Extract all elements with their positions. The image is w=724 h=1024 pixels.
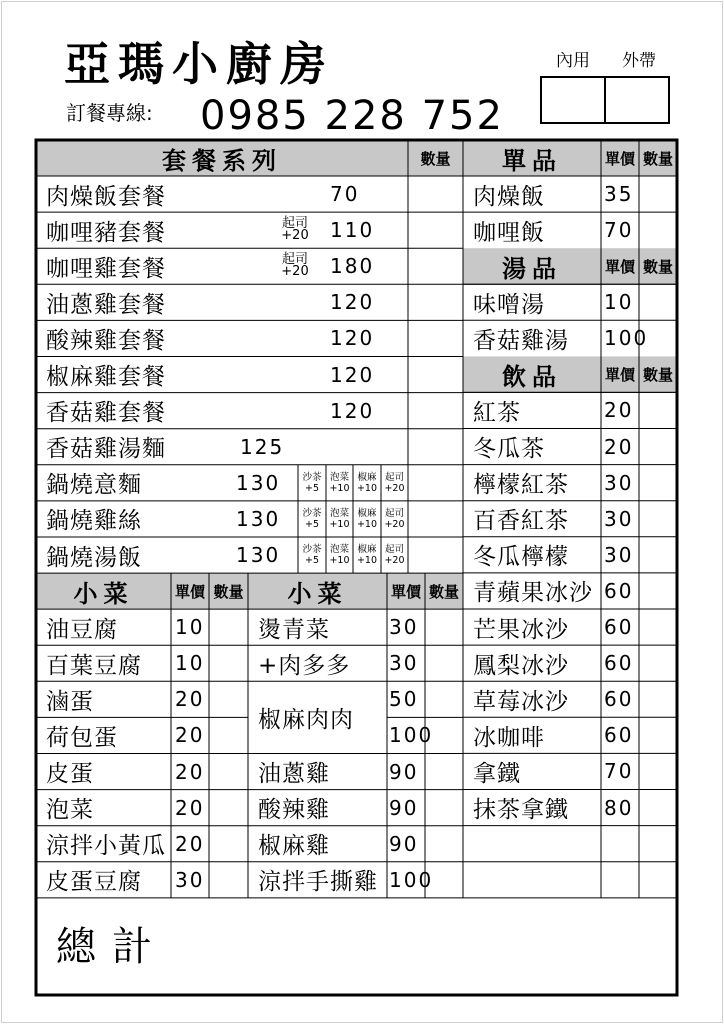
option-price: +20 [384, 482, 405, 494]
side-dish-price: 50 [389, 687, 419, 712]
takeout-label: 外帶 [622, 51, 656, 71]
set-meal-price: 120 [330, 290, 375, 315]
drink-price: 80 [604, 795, 634, 820]
set-meal-qty-cell[interactable] [408, 284, 463, 320]
addon-label: 起司 [281, 216, 308, 232]
noodle-option [326, 501, 353, 537]
drink-qty-cell[interactable] [639, 465, 677, 501]
set-meal-name: 鍋燒雞絲 [46, 508, 142, 535]
option-label: 起司 [384, 507, 404, 519]
total-label: 總計 [56, 923, 168, 970]
option-label: 椒麻 [357, 471, 377, 483]
side-dish-qty-cell[interactable] [209, 717, 248, 753]
option-label: 泡菜 [329, 471, 349, 483]
addon-price: +20 [281, 228, 309, 244]
side-dish-price: 20 [175, 687, 205, 712]
set-meal-price: 130 [236, 543, 281, 568]
single-item-name: 咖哩飯 [473, 219, 545, 246]
side-dish-qty-cell[interactable] [209, 681, 248, 717]
option-price: +20 [384, 555, 405, 567]
option-label: 泡菜 [329, 507, 349, 519]
side-dish-name: 油豆腐 [46, 616, 118, 643]
soup-name: 味噌湯 [473, 291, 545, 318]
single-item-qty-cell[interactable] [639, 176, 677, 212]
set-meal-name: 香菇雞套餐 [46, 400, 166, 427]
drink-name: 鳳梨冰沙 [473, 652, 569, 679]
drink-name: 冬瓜檸檬 [473, 544, 569, 571]
side-dish-name: 涼拌小黃瓜 [46, 833, 166, 860]
side-dish-qty-cell[interactable] [209, 754, 248, 790]
set-meal-qty-cell[interactable] [408, 429, 463, 465]
soup-qty-header: 數量 [642, 257, 673, 276]
side-dish-name: 百葉豆腐 [46, 652, 142, 679]
option-label: 沙茶 [302, 507, 322, 519]
set-meal-name: 油蔥雞套餐 [46, 291, 166, 318]
phone-label: 訂餐專線: [66, 101, 153, 125]
drink-price: 60 [604, 651, 634, 676]
drink-name: 草莓冰沙 [473, 688, 569, 715]
side-dish-price: 30 [389, 651, 419, 676]
side-dish-name: 皮蛋 [46, 761, 94, 788]
option-label: 椒麻 [357, 507, 377, 519]
drink-name: 芒果冰沙 [473, 616, 569, 643]
option-price: +10 [329, 482, 350, 494]
restaurant-title: 亞瑪小廚房 [64, 37, 334, 91]
single-item-price: 35 [604, 182, 634, 207]
side-dish-name: 涼拌手撕雞 [258, 869, 378, 896]
drink-price: 60 [604, 723, 634, 748]
set-meal-price: 120 [330, 326, 375, 351]
cheese-addon-note [270, 212, 320, 248]
set-meal-qty-cell[interactable] [408, 393, 463, 429]
soup-header: 湯品 [502, 254, 562, 283]
side-dish-qty-cell[interactable] [425, 609, 463, 645]
set-meal-price: 120 [330, 362, 375, 387]
soup-price: 10 [604, 290, 634, 315]
set-meal-qty-cell[interactable] [408, 357, 463, 393]
drink-price: 20 [604, 434, 634, 459]
drink-qty-header: 數量 [642, 365, 673, 384]
noodle-option [326, 465, 353, 501]
set-meal-qty-cell[interactable] [408, 320, 463, 356]
side-dish-price: 20 [175, 831, 205, 856]
set-meal-name: 咖哩豬套餐 [46, 219, 166, 246]
sides-right-header: 小菜 [287, 579, 348, 608]
drink-header: 飲品 [502, 362, 562, 391]
side-dish-price: 20 [175, 759, 205, 784]
drink-price: 70 [604, 759, 634, 784]
side-dish-price: 100 [389, 867, 434, 892]
side-dish-qty-cell[interactable] [209, 790, 248, 826]
side-dish-price: 90 [389, 831, 419, 856]
option-price: +5 [304, 555, 319, 567]
side-dish-price: 90 [389, 759, 419, 784]
set-meal-name: 鍋燒意麵 [46, 472, 142, 499]
option-label: 沙茶 [302, 544, 322, 556]
drink-price: 60 [604, 615, 634, 640]
option-label: 椒麻 [357, 544, 377, 556]
sides-left-header: 小菜 [73, 579, 134, 608]
set-meal-price: 125 [240, 434, 285, 459]
drink-qty-cell[interactable] [639, 501, 677, 537]
set-meals-header: 套餐系列 [162, 146, 282, 175]
side-dish-name: 泡菜 [46, 797, 94, 824]
noodle-option [298, 537, 326, 573]
set-meal-price: 110 [330, 218, 375, 243]
set-meal-name: 香菇雞湯麵 [46, 436, 166, 463]
side-dish-price-large: 100 [389, 723, 434, 748]
noodle-option [353, 501, 381, 537]
option-label: 起司 [384, 471, 404, 483]
noodle-option [298, 501, 326, 537]
soup-qty-cell[interactable] [639, 284, 677, 320]
option-price: +5 [304, 518, 319, 530]
side-dish-price: 90 [389, 795, 419, 820]
set-meal-name: 鍋燒湯飯 [46, 544, 142, 571]
noodle-option [381, 465, 408, 501]
option-price: +10 [356, 482, 378, 494]
side-dish-price: 10 [175, 615, 205, 640]
drink-name: 檸檬紅茶 [473, 472, 569, 499]
single-item-price: 70 [604, 218, 634, 243]
drink-qty-cell[interactable] [639, 573, 677, 609]
drink-name: 青蘋果冰沙 [473, 580, 593, 607]
drink-name: 冬瓜茶 [473, 436, 545, 463]
set-meal-price: 130 [236, 506, 281, 531]
single-item-header: 單品 [502, 146, 562, 175]
side-dish-qty-cell[interactable] [425, 826, 463, 862]
set-meal-qty-cell[interactable] [408, 176, 463, 212]
side-dish-qty-cell[interactable] [425, 645, 463, 681]
sides-left-unit-header: 單價 [174, 582, 205, 601]
drink-name: 百香紅茶 [473, 508, 569, 535]
side-dish-qty-cell[interactable] [425, 790, 463, 826]
soup-qty-cell[interactable] [639, 320, 677, 356]
drink-qty-cell[interactable] [639, 790, 677, 826]
side-dish-price: 30 [175, 867, 205, 892]
drink-qty-cell[interactable] [639, 753, 677, 789]
drink-qty-cell[interactable] [639, 645, 677, 681]
set-meal-price: 70 [330, 182, 360, 207]
set-meal-price: 130 [236, 470, 281, 495]
phone-number: 0985 228 752 [200, 93, 504, 139]
set-meal-qty-cell[interactable] [408, 537, 463, 573]
side-dish-name: 油蔥雞 [258, 761, 330, 788]
set-meal-name: 肉燥飯套餐 [46, 183, 166, 210]
option-price: +10 [329, 555, 350, 567]
drink-qty-cell[interactable] [639, 717, 677, 753]
cheese-addon-note [270, 248, 320, 284]
sides-right-unit-header: 單價 [390, 582, 421, 601]
side-dish-name: 滷蛋 [46, 688, 94, 715]
noodle-option [381, 501, 408, 537]
side-dish-qty-cell[interactable] [425, 681, 463, 717]
side-dish-qty-cell[interactable] [209, 826, 248, 862]
side-dish-name: +肉多多 [258, 652, 351, 679]
option-label: 沙茶 [302, 471, 322, 483]
side-dish-qty-cell[interactable] [209, 862, 248, 898]
side-dish-name: 燙青菜 [258, 616, 330, 643]
soup-unit-header: 單價 [604, 257, 635, 276]
drink-unit-header: 單價 [604, 365, 635, 384]
side-dish-qty-cell[interactable] [425, 717, 463, 753]
side-dish-qty-cell[interactable] [425, 862, 463, 898]
option-label: 起司 [384, 544, 404, 556]
set-meal-price: 120 [330, 398, 375, 423]
side-dish-name: 酸辣雞 [258, 797, 330, 824]
set-meal-qty-cell[interactable] [408, 248, 463, 284]
side-dish-name: 椒麻雞 [258, 833, 330, 860]
noodle-option [298, 465, 326, 501]
drink-qty-cell[interactable] [639, 537, 677, 573]
soup-price: 100 [604, 326, 649, 351]
drink-price: 20 [604, 398, 634, 423]
option-price: +10 [356, 555, 378, 567]
set-meal-price: 180 [330, 254, 375, 279]
side-dish-price: 20 [175, 723, 205, 748]
set-meal-name: 酸辣雞套餐 [46, 327, 166, 354]
drink-price: 30 [604, 470, 634, 495]
dine-in-label: 內用 [556, 51, 590, 71]
noodle-option [353, 537, 381, 573]
drink-price: 30 [604, 542, 634, 567]
side-dish-name: 皮蛋豆腐 [46, 869, 142, 896]
option-price: +10 [329, 518, 350, 530]
drink-qty-cell[interactable] [639, 429, 677, 465]
option-price: +5 [304, 482, 319, 494]
single-item-qty-cell[interactable] [639, 212, 677, 248]
drink-qty-cell[interactable] [639, 681, 677, 717]
drink-name: 抹茶拿鐵 [473, 797, 569, 824]
noodle-option [381, 537, 408, 573]
drink-qty-cell[interactable] [639, 609, 677, 645]
side-dish-qty-cell[interactable] [209, 645, 248, 681]
drink-name: 紅茶 [473, 399, 521, 426]
set-meal-name: 咖哩雞套餐 [46, 255, 166, 282]
set-meal-qty-cell[interactable] [408, 465, 463, 501]
side-dish-name: 椒麻肉肉 [258, 706, 354, 733]
noodle-option [326, 537, 353, 573]
single-item-name: 肉燥飯 [473, 183, 545, 210]
side-dish-price: 30 [389, 615, 419, 640]
side-dish-qty-cell[interactable] [425, 754, 463, 790]
drink-name: 拿鐵 [473, 760, 521, 787]
sides-right-qty-header: 數量 [428, 582, 459, 601]
single-item-unit-header: 單價 [604, 149, 635, 168]
drink-price: 60 [604, 687, 634, 712]
side-dish-price: 10 [175, 651, 205, 676]
addon-price: +20 [281, 264, 309, 280]
option-price: +20 [384, 518, 405, 530]
noodle-option [353, 465, 381, 501]
option-label: 泡菜 [329, 544, 349, 556]
sides-left-qty-header: 數量 [213, 582, 244, 601]
drink-name: 冰咖啡 [473, 724, 545, 751]
side-dish-price: 20 [175, 795, 205, 820]
set-meal-qty-cell[interactable] [408, 501, 463, 537]
side-dish-name: 荷包蛋 [46, 724, 118, 751]
drink-qty-cell[interactable] [639, 392, 677, 428]
soup-name: 香菇雞湯 [473, 327, 569, 354]
set-meals-qty-header: 數量 [420, 149, 451, 168]
single-item-qty-header: 數量 [642, 149, 673, 168]
set-meal-name: 椒麻雞套餐 [46, 364, 166, 391]
drink-price: 30 [604, 506, 634, 531]
option-price: +10 [356, 518, 378, 530]
side-dish-qty-cell[interactable] [209, 609, 248, 645]
set-meal-qty-cell[interactable] [408, 212, 463, 248]
drink-price: 60 [604, 578, 634, 603]
addon-label: 起司 [281, 252, 308, 268]
